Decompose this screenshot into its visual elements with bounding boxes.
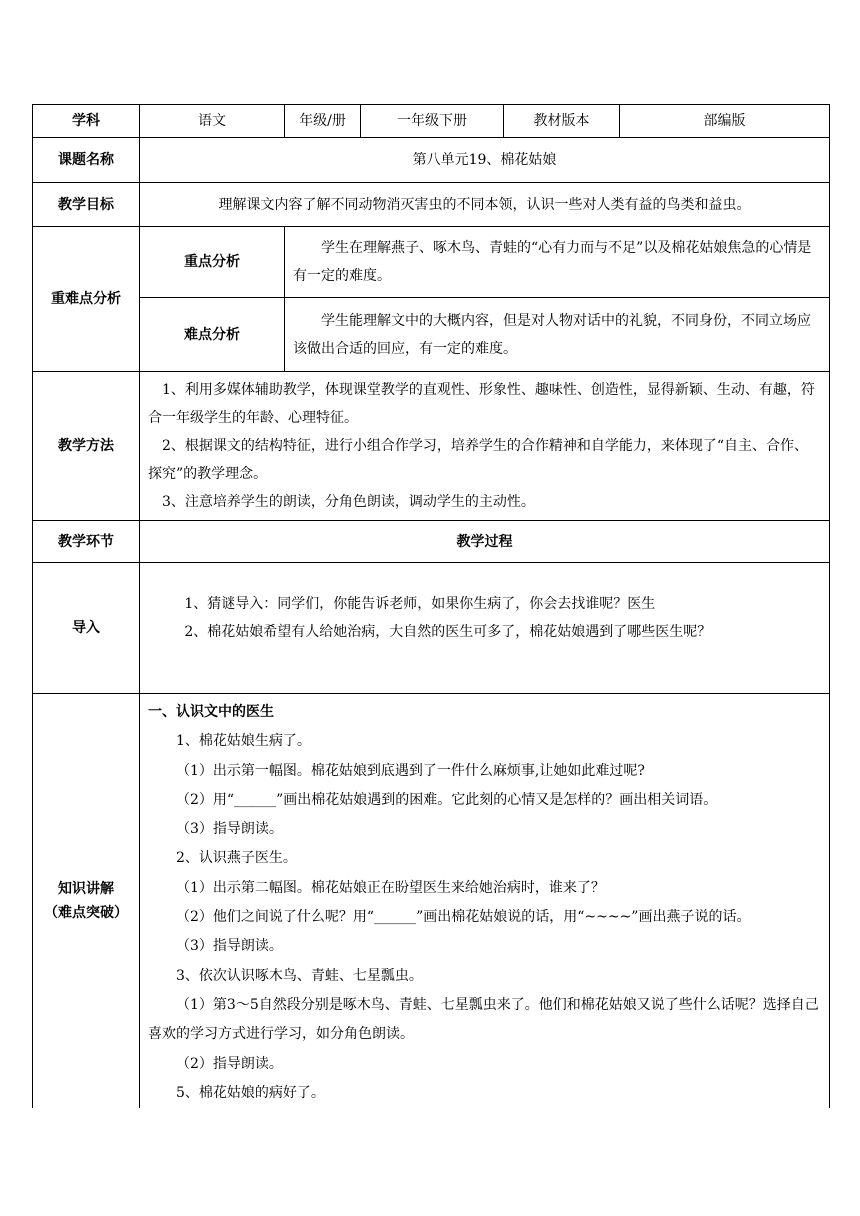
knowledge-line: （3）指导朗读。 [176,938,283,955]
process-stage-label: 教学环节 [33,521,140,563]
topic-value: 第八单元19、棉花姑娘 [140,138,830,183]
key-point-row [33,227,830,298]
process-header-row [33,521,830,563]
methods-cell [140,372,830,521]
key-point-label: 重点分析 [140,227,285,298]
intro-cell [140,563,830,694]
edition-label: 教材版本 [504,105,620,138]
knowledge-line: （3）指导朗读。 [176,821,283,838]
knowledge-cell [140,694,830,1109]
methods-row [33,372,830,521]
goal-value: 理解课文内容了解不同动物消灭害虫的不同本领，认识一些对人类有益的鸟类和益虫。 [140,183,830,227]
knowledge-line: （2）指导朗读。 [176,1055,283,1072]
knowledge-line: （1）出示第一幅图。棉花姑娘到底遇到了一件什么麻烦事,让她如此难过呢? [176,762,645,779]
hard-point-label: 难点分析 [140,298,285,372]
key-point-cell [285,227,830,298]
subject-value: 语文 [140,105,285,138]
difficulty-label: 重难点分析 [33,227,140,372]
knowledge-line: 3、依次认识啄木鸟、青蛙、七星瓢虫。 [176,967,423,984]
intro-label: 导入 [33,563,140,694]
subject-label: 学科 [33,105,140,138]
grade-label: 年级/册 [285,105,361,138]
goal-label: 教学目标 [33,183,140,227]
knowledge-line: 1、棉花姑娘生病了。 [176,733,311,750]
hard-point-row [33,298,830,372]
header-row [33,105,830,138]
knowledge-label-line2: （难点突破） [44,905,128,922]
knowledge-line: 5、棉花姑娘的病好了。 [176,1084,325,1101]
methods-label: 教学方法 [33,372,140,521]
knowledge-row [33,694,830,1109]
method-item: 2、根据课文的结构特征，进行小组合作学习，培养学生的合作精神和自学能力，来体现了“自主、合作、探究”的教学理念。 [148,438,809,482]
knowledge-line: （1）出示第二幅图。棉花姑娘正在盼望医生来给她治病时，谁来了？ [176,879,605,896]
intro-item: 1、猜谜导入：同学们，你能告诉老师，如果你生病了，你会去找谁呢？医生 [184,596,656,612]
knowledge-line: （1）第3～5自然段分别是啄木鸟、青蛙、七星瓢虫来了。他们和棉花姑娘又说了些什么话呢？选择自己喜欢的学习方式进行学习，如分角色朗读。 [148,996,819,1043]
hard-point-text: 学生能理解文中的大概内容，但是对人物对话中的礼貌，不同身份，不同立场应该做出合适的回应，有一定的难度。 [293,312,811,357]
topic-row [33,138,830,183]
method-item: 1、利用多媒体辅助教学，体现课堂教学的直观性、形象性、趣味性、创造性，显得新颖、生动、有趣，符合一年级学生的年龄、心理特征。 [148,382,815,426]
knowledge-line: （2）他们之间说了什么呢？用“______”画出棉花姑娘说的话，用“~~~~”画出燕子说的话。 [176,909,751,926]
topic-label: 课题名称 [33,138,140,183]
knowledge-heading: 一、认识文中的医生 [148,704,274,720]
knowledge-line: （2）用“______”画出棉花姑娘遇到的困难。它此刻的心情又是怎样的？画出相关词语。 [176,791,718,808]
process-header-value: 教学过程 [140,521,830,563]
knowledge-label-line1: 知识讲解 [58,881,114,898]
grade-value: 一年级下册 [361,105,504,138]
lesson-plan-table [32,104,830,1108]
knowledge-line: 2、认识燕子医生。 [176,850,297,867]
intro-item: 2、棉花姑娘希望有人给她治病，大自然的医生可多了，棉花姑娘遇到了哪些医生呢？ [184,624,712,640]
hard-point-cell [285,298,830,372]
edition-value: 部编版 [620,105,830,138]
method-item: 3、注意培养学生的朗读，分角色朗读，调动学生的主动性。 [162,494,535,510]
intro-row [33,563,830,694]
goal-row [33,183,830,227]
knowledge-label [33,694,140,1109]
key-point-text: 学生在理解燕子、啄木鸟、青蛙的“心有力而与不足”以及棉花姑娘焦急的心情是有一定的难度。 [293,240,812,284]
